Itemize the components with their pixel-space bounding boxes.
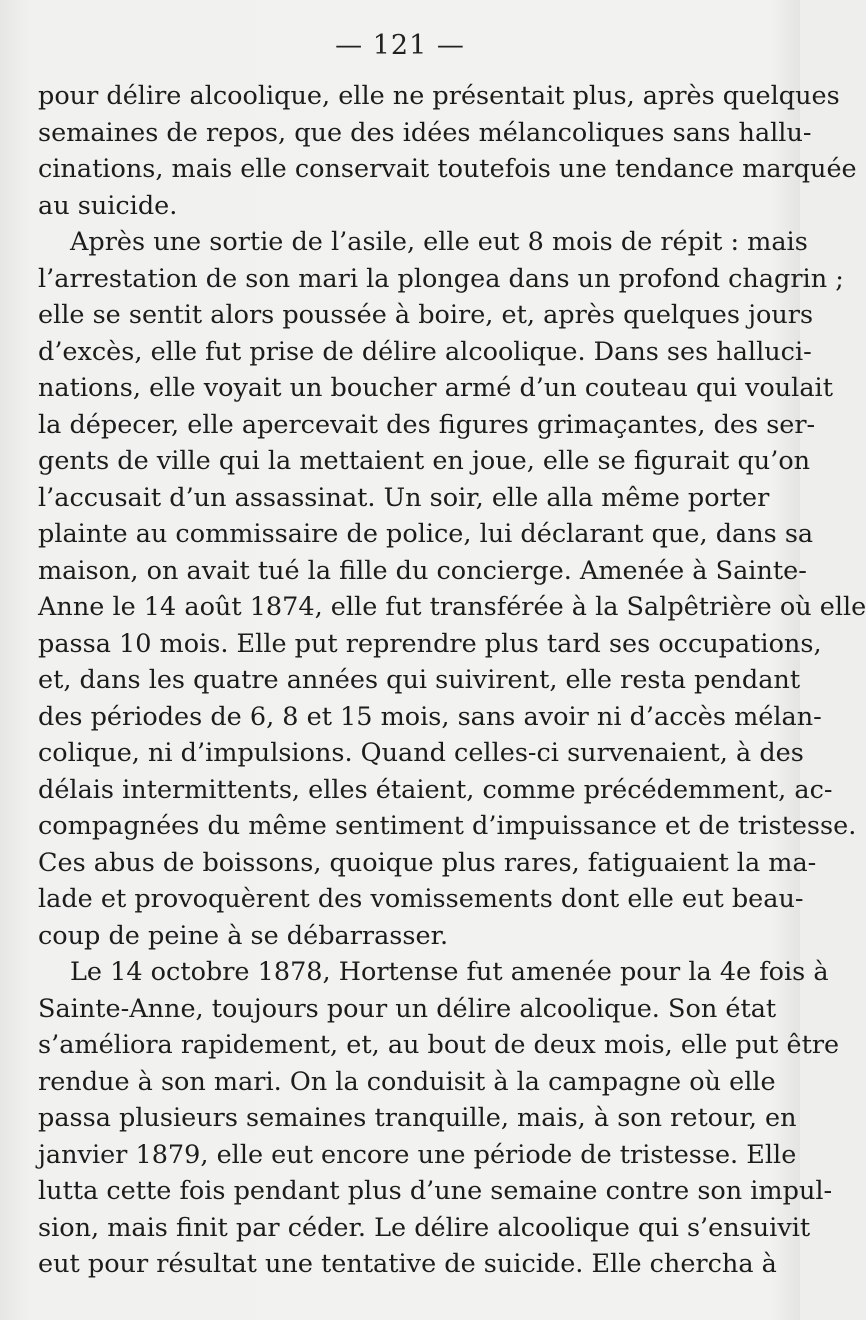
- text-line: plainte au commissaire de police, lui déclarant que, dans sa: [38, 519, 814, 549]
- text-line: gents de ville qui la mettaient en joue, elle se figurait qu’on: [38, 446, 811, 476]
- text-line: au suicide.: [38, 190, 178, 221]
- text-line: passa 10 mois. Elle put reprendre plus tard ses occupations,: [38, 628, 822, 659]
- text-line: Ces abus de boissons, quoique plus rares, fatiguaient la ma-: [38, 847, 817, 878]
- text-line: d’excès, elle fut prise de délire alcoolique. Dans ses halluci-: [38, 336, 812, 367]
- text-line: sion, mais finit par céder. Le délire alcoolique qui s’ensuivit: [38, 1212, 811, 1243]
- text-line: cinations, mais elle conservait toutefois une tendance marquée: [38, 154, 857, 184]
- text-line: janvier 1879, elle eut encore une période de tristesse. Elle: [38, 1139, 797, 1170]
- text-line: l’accusait d’un assassinat. Un soir, elle alla même porter: [38, 482, 770, 513]
- text-line: lutta cette fois pendant plus d’une semaine contre son impul-: [38, 1176, 833, 1206]
- text-line: semaines de repos, que des idées mélancoliques sans hallu-: [38, 117, 812, 148]
- text-line: l’arrestation de son mari la plongea dans un profond chagrin ;: [38, 263, 844, 294]
- text-line: délais intermittents, elles étaient, comme précédemment, ac-: [38, 774, 833, 805]
- text-line: coup de peine à se débarrasser.: [38, 920, 449, 951]
- text-line: Après une sortie de l’asile, elle eut 8 mois de répit : mais: [70, 227, 808, 257]
- text-line: passa plusieurs semaines tranquille, mais, à son retour, en: [38, 1103, 797, 1133]
- text-line: elle se sentit alors poussée à boire, et, après quelques jours: [38, 300, 814, 330]
- text-line: rendue à son mari. On la conduisit à la campagne où elle: [38, 1066, 776, 1097]
- text-line: lade et provoquèrent des vomissements dont elle eut beau-: [38, 884, 804, 914]
- body-text: [38, 78, 866, 1283]
- text-line: colique, ni d’impulsions. Quand celles-ci survenaient, à des: [38, 738, 804, 768]
- text-line: eut pour résultat une tentative de suicide. Elle chercha à: [38, 1249, 777, 1279]
- text-line: s’améliora rapidement, et, au bout de deux mois, elle put être: [38, 1030, 840, 1060]
- text-line: pour délire alcoolique, elle ne présentait plus, après quelques: [38, 81, 840, 111]
- text-line: maison, on avait tué la fille du concierge. Amenée à Sainte-: [38, 555, 807, 586]
- text-line: et, dans les quatre années qui suivirent, elle resta pendant: [38, 665, 801, 695]
- text-line: Anne le 14 août 1874, elle fut transférée à la Salpêtrière où elle: [38, 592, 866, 622]
- text-line: Sainte-Anne, toujours pour un délire alcoolique. Son état: [38, 993, 777, 1024]
- page-number: — 121 —: [335, 30, 465, 61]
- text-line: compagnées du même sentiment d’impuissance et de tristesse.: [38, 811, 857, 841]
- text-line: Le 14 octobre 1878, Hortense fut amenée pour la 4e fois à: [70, 957, 829, 987]
- text-line: des périodes de 6, 8 et 15 mois, sans avoir ni d’accès mélan-: [38, 701, 822, 732]
- text-line: nations, elle voyait un boucher armé d’un couteau qui voulait: [38, 373, 833, 403]
- text-line: la dépecer, elle apercevait des figures grimaçantes, des ser-: [38, 409, 816, 440]
